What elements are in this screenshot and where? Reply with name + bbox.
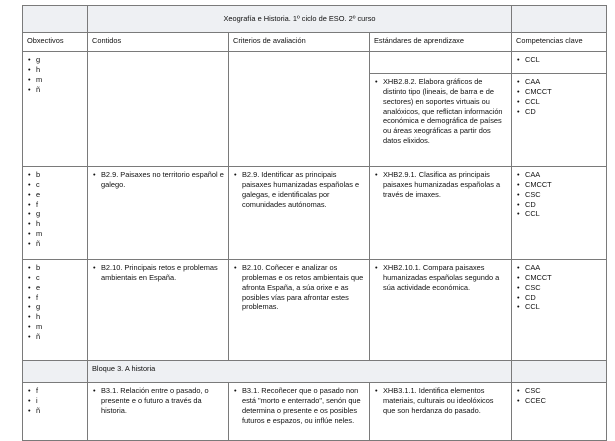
competence-item: • CCEC bbox=[516, 396, 602, 406]
competence-item: • CCL bbox=[516, 302, 602, 312]
objective-item: • h bbox=[27, 312, 83, 322]
competence-item: • CAA bbox=[516, 77, 602, 87]
criterion-cell bbox=[229, 383, 370, 441]
criterion-item: • B3.1. Recoñecer que o pasado non está "morto e enterrado", senón que determina o presente e os posibles futuros e espazos, ou inflúe neles. bbox=[233, 386, 365, 425]
header-criteria: Criterios de avaliación bbox=[229, 33, 370, 52]
competence-item: • CD bbox=[516, 107, 602, 117]
criterion-item: • B2.9. Identificar as principais paisaxes humanizadas españolas e galegas, e identificalas por comunidades autónomas. bbox=[233, 170, 365, 209]
objective-item: • f bbox=[27, 293, 83, 303]
objective-item: • ñ bbox=[27, 85, 83, 95]
competence-item: • CSC bbox=[516, 190, 602, 200]
criterion-cell bbox=[229, 52, 370, 167]
objective-item: • ñ bbox=[27, 332, 83, 342]
competence-item: • CD bbox=[516, 293, 602, 303]
competence-item: • CMCCT bbox=[516, 87, 602, 97]
competence-item: • CSC bbox=[516, 386, 602, 396]
objective-item: • b bbox=[27, 263, 83, 273]
objective-item: • c bbox=[27, 273, 83, 283]
competence-item: • CSC bbox=[516, 283, 602, 293]
standard-cell bbox=[370, 74, 512, 167]
header-contents: Contidos bbox=[88, 33, 229, 52]
content-cell bbox=[88, 383, 229, 441]
competence-item: • CMCCT bbox=[516, 180, 602, 190]
content-cell bbox=[88, 260, 229, 361]
header-competences: Competencias clave bbox=[512, 33, 607, 52]
competences-cell bbox=[512, 260, 607, 361]
objective-item: • h bbox=[27, 219, 83, 229]
competences-cell bbox=[512, 383, 607, 441]
title-blank-cell-right bbox=[512, 6, 607, 33]
content-item: • B2.9. Paisaxes no territorio español e galego. bbox=[92, 170, 224, 190]
competence-item: • CMCCT bbox=[516, 273, 602, 283]
section-row bbox=[23, 361, 607, 383]
standard-item: • XHB3.1.1. Identifica elementos materiais, culturais ou ideolóxicos que son herdanza do pasado. bbox=[374, 386, 507, 416]
competence-item: • CAA bbox=[516, 263, 602, 273]
objective-item: • e bbox=[27, 283, 83, 293]
objectives-cell bbox=[23, 167, 88, 260]
objective-item: • i bbox=[27, 396, 83, 406]
section-blank-cell-right bbox=[512, 361, 607, 383]
standard-item: • XHB2.9.1. Clasifica as principais paisaxes humanizadas españolas a través de imaxes. bbox=[374, 170, 507, 200]
objective-item: • ñ bbox=[27, 239, 83, 249]
objective-item: • m bbox=[27, 75, 83, 85]
table-row bbox=[23, 167, 607, 260]
objective-item: • g bbox=[27, 55, 83, 65]
criterion-cell bbox=[229, 260, 370, 361]
competence-item: • CCL bbox=[516, 97, 602, 107]
competences-top-cell bbox=[512, 52, 607, 74]
header-standards: Estándares de aprendizaxe bbox=[370, 33, 512, 52]
objective-item: • f bbox=[27, 200, 83, 210]
table-row bbox=[23, 383, 607, 441]
standard-cell bbox=[370, 167, 512, 260]
standard-item: • XHB2.10.1. Compara paisaxes humanizadas españolas segundo a súa actividade económica. bbox=[374, 263, 507, 293]
objective-item: • m bbox=[27, 229, 83, 239]
content-item: • B3.1. Relación entre o pasado, o presente e o futuro a través da historia. bbox=[92, 386, 224, 416]
content-cell bbox=[88, 52, 229, 167]
content-item: • B2.10. Principais retos e problemas ambientais en España. bbox=[92, 263, 224, 283]
objective-item: • g bbox=[27, 302, 83, 312]
standard-cell bbox=[370, 260, 512, 361]
competence-item: • CAA bbox=[516, 170, 602, 180]
standard-cell bbox=[370, 383, 512, 441]
criterion-item: • B2.10. Coñecer e analizar os problemas e os retos ambientais que afronta España, a súa orixe e as posibles vías para afrontar estes problemas. bbox=[233, 263, 365, 312]
competences-cell bbox=[512, 74, 607, 167]
objective-item: • g bbox=[27, 209, 83, 219]
section-title: Bloque 3. A historia bbox=[88, 361, 512, 383]
column-header-row bbox=[23, 33, 607, 52]
objective-item: • h bbox=[27, 65, 83, 75]
objective-item: • e bbox=[27, 190, 83, 200]
title-row bbox=[23, 6, 607, 33]
objectives-cell bbox=[23, 260, 88, 361]
criterion-cell bbox=[229, 167, 370, 260]
competence-item: • CD bbox=[516, 200, 602, 210]
objective-item: • f bbox=[27, 386, 83, 396]
table-row bbox=[23, 260, 607, 361]
section-blank-cell bbox=[23, 361, 88, 383]
content-cell bbox=[88, 167, 229, 260]
objective-item: • m bbox=[27, 322, 83, 332]
objective-item: • ñ bbox=[27, 406, 83, 416]
objective-item: • c bbox=[27, 180, 83, 190]
curriculum-table bbox=[22, 5, 607, 441]
objective-item: • b bbox=[27, 170, 83, 180]
title-blank-cell bbox=[23, 6, 88, 33]
objectives-cell bbox=[23, 52, 88, 167]
table-row bbox=[23, 52, 607, 74]
table-title: Xeografía e Historia. 1º ciclo de ESO. 2º curso bbox=[88, 6, 512, 33]
standard-item: • XHB2.8.2. Elabora gráficos de distinto tipo (lineais, de barra e de sectores) en soportes virtuais ou analóxicos, que reflictan información económica e demográfica de países ou áreas xeográficas a partir dos datos elixidos. bbox=[374, 77, 507, 146]
header-objectives: Obxectivos bbox=[23, 33, 88, 52]
objectives-cell bbox=[23, 383, 88, 441]
competences-cell bbox=[512, 167, 607, 260]
competence-item: • CCL bbox=[516, 55, 602, 65]
standard-top-cell bbox=[370, 52, 512, 74]
competence-item: • CCL bbox=[516, 209, 602, 219]
